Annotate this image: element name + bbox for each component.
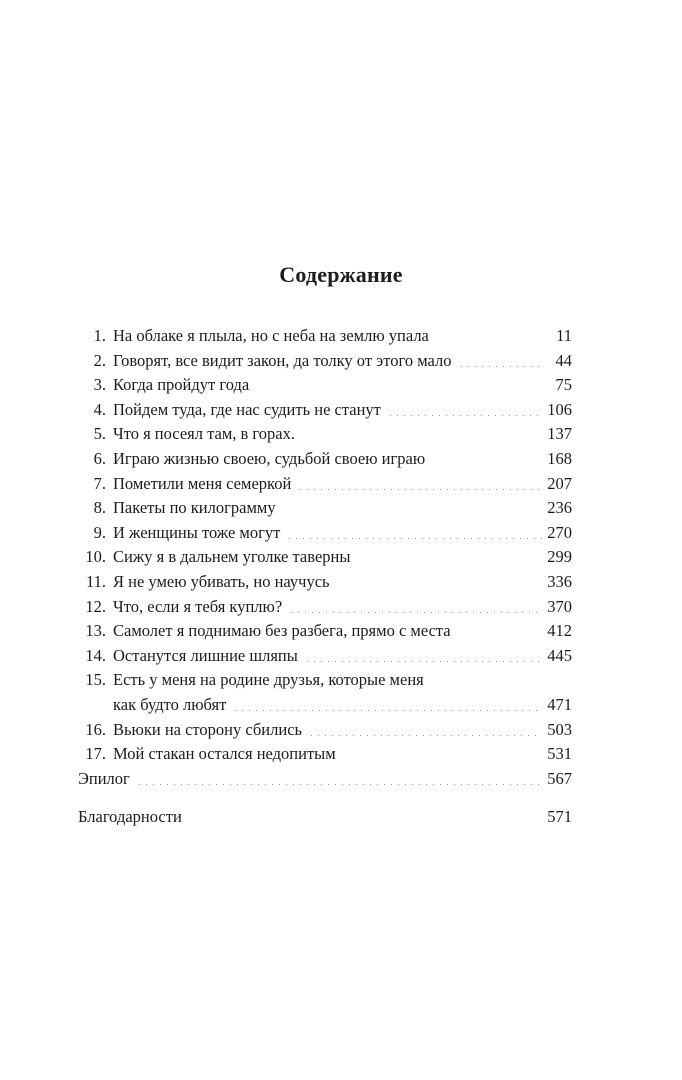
- toc-entry: [78, 742, 572, 767]
- toc-entry: [78, 496, 572, 521]
- toc-entry: [78, 521, 572, 546]
- toc-entry: [78, 570, 572, 595]
- page-number: 207: [547, 473, 572, 493]
- chapter-number: 11.: [85, 571, 106, 591]
- page-number: 168: [547, 448, 572, 468]
- toc-entry: [78, 619, 572, 644]
- toc-entry: [78, 472, 572, 497]
- chapter-title-continued: как будто любят: [113, 694, 227, 714]
- chapter-number: 17.: [85, 744, 106, 764]
- page-number: 567: [547, 768, 572, 788]
- chapter-title: Пакеты по килограмму: [113, 498, 276, 518]
- toc-entry: [78, 644, 572, 669]
- chapter-number: 5.: [93, 424, 106, 444]
- toc-entry: [78, 447, 572, 472]
- dot-leader: [282, 498, 542, 515]
- dot-leader: [301, 424, 542, 441]
- chapter-title: И женщины тоже могут: [113, 522, 281, 542]
- page-number: 370: [547, 596, 572, 616]
- chapter-title: Пойдем туда, где нас судить не станут: [113, 399, 381, 419]
- page-number: 412: [547, 621, 572, 641]
- chapter-title: Вьюки на сторону сбились: [113, 719, 303, 739]
- acknowledgments-title: Благодарности: [78, 807, 182, 827]
- page-number: 137: [547, 424, 572, 444]
- toc-entry-epilogue: [78, 767, 572, 792]
- spacer: [78, 791, 572, 805]
- dot-leader: [435, 326, 542, 343]
- chapter-title: Что, если я тебя куплю?: [113, 596, 283, 616]
- dot-leader: [136, 768, 542, 785]
- dot-leader: [188, 807, 542, 824]
- chapter-title: Играю жизнью своею, судьбой своею играю: [113, 448, 426, 468]
- chapter-number: 13.: [85, 621, 106, 641]
- chapter-title: Есть у меня на родине друзья, которые меня: [113, 670, 424, 690]
- toc-entry: [78, 718, 572, 743]
- toc-entry-acknowledgments: [78, 805, 572, 830]
- dot-leader: [336, 571, 542, 588]
- dot-leader: [308, 719, 542, 736]
- chapter-number: 15.: [85, 670, 106, 690]
- chapter-title: Останутся лишние шляпы: [113, 645, 298, 665]
- chapter-number: 7.: [93, 473, 106, 493]
- dot-leader: [342, 744, 542, 761]
- toc-entry: [78, 545, 572, 570]
- toc-entry: [78, 668, 572, 717]
- chapter-title: Говорят, все видит закон, да толку от этого мало: [113, 350, 452, 370]
- chapter-title: Я не умею убивать, но научусь: [113, 571, 330, 591]
- page-number: 336: [547, 571, 572, 591]
- page-title: Содержание: [279, 262, 403, 287]
- dot-leader: [458, 350, 543, 367]
- page-number: 236: [547, 498, 572, 518]
- chapter-title: Что я посеял там, в горах.: [113, 424, 295, 444]
- dot-leader: [457, 621, 542, 638]
- chapter-title: На облаке я плыла, но с неба на землю упала: [113, 326, 429, 345]
- dot-leader: [288, 596, 542, 613]
- dot-leader: [286, 522, 542, 539]
- chapter-title: Когда пройдут года: [113, 375, 250, 395]
- dot-leader: [387, 399, 542, 416]
- chapter-number: 8.: [93, 498, 106, 518]
- toc-entry: [78, 324, 572, 349]
- chapter-title: Пометили меня семеркой: [113, 473, 292, 493]
- page-number: 106: [547, 399, 572, 419]
- chapter-number: 16.: [85, 719, 106, 739]
- page-number: 299: [547, 547, 572, 567]
- dot-leader: [232, 694, 542, 711]
- dot-leader: [431, 448, 542, 465]
- chapter-number: 12.: [85, 596, 106, 616]
- chapter-number: 2.: [93, 350, 106, 370]
- page-number: 445: [547, 645, 572, 665]
- toc-entry: [78, 349, 572, 374]
- chapter-number: 4.: [93, 399, 106, 419]
- page-number: 531: [547, 744, 572, 764]
- dot-leader: [297, 473, 542, 490]
- chapter-title: Сижу я в дальнем уголке таверны: [113, 547, 351, 567]
- page-number: 11: [556, 326, 572, 345]
- chapter-number: 3.: [93, 375, 106, 395]
- dot-leader: [356, 547, 542, 564]
- chapter-title: Самолет я поднимаю без разбега, прямо с места: [113, 621, 451, 641]
- page-number: 270: [547, 522, 572, 542]
- epilogue-title: Эпилог: [78, 768, 130, 788]
- chapter-number: 14.: [85, 645, 106, 665]
- chapter-number: 10.: [85, 547, 106, 567]
- page-number: 471: [547, 694, 572, 714]
- page-number: 571: [547, 807, 572, 827]
- dot-leader: [304, 645, 542, 662]
- toc-entry: [78, 398, 572, 423]
- toc-entry: [78, 373, 572, 398]
- chapter-number: 1.: [93, 326, 106, 345]
- page-number: 503: [547, 719, 572, 739]
- chapter-number: 9.: [93, 522, 106, 542]
- page-number: 75: [555, 375, 572, 395]
- dot-leader: [255, 375, 542, 392]
- chapter-title: Мой стакан остался недопитым: [113, 744, 336, 764]
- toc-entry: [78, 595, 572, 620]
- table-of-contents: [78, 324, 572, 830]
- chapter-number: 6.: [93, 448, 106, 468]
- page-number: 44: [555, 350, 572, 370]
- toc-entry: [78, 422, 572, 447]
